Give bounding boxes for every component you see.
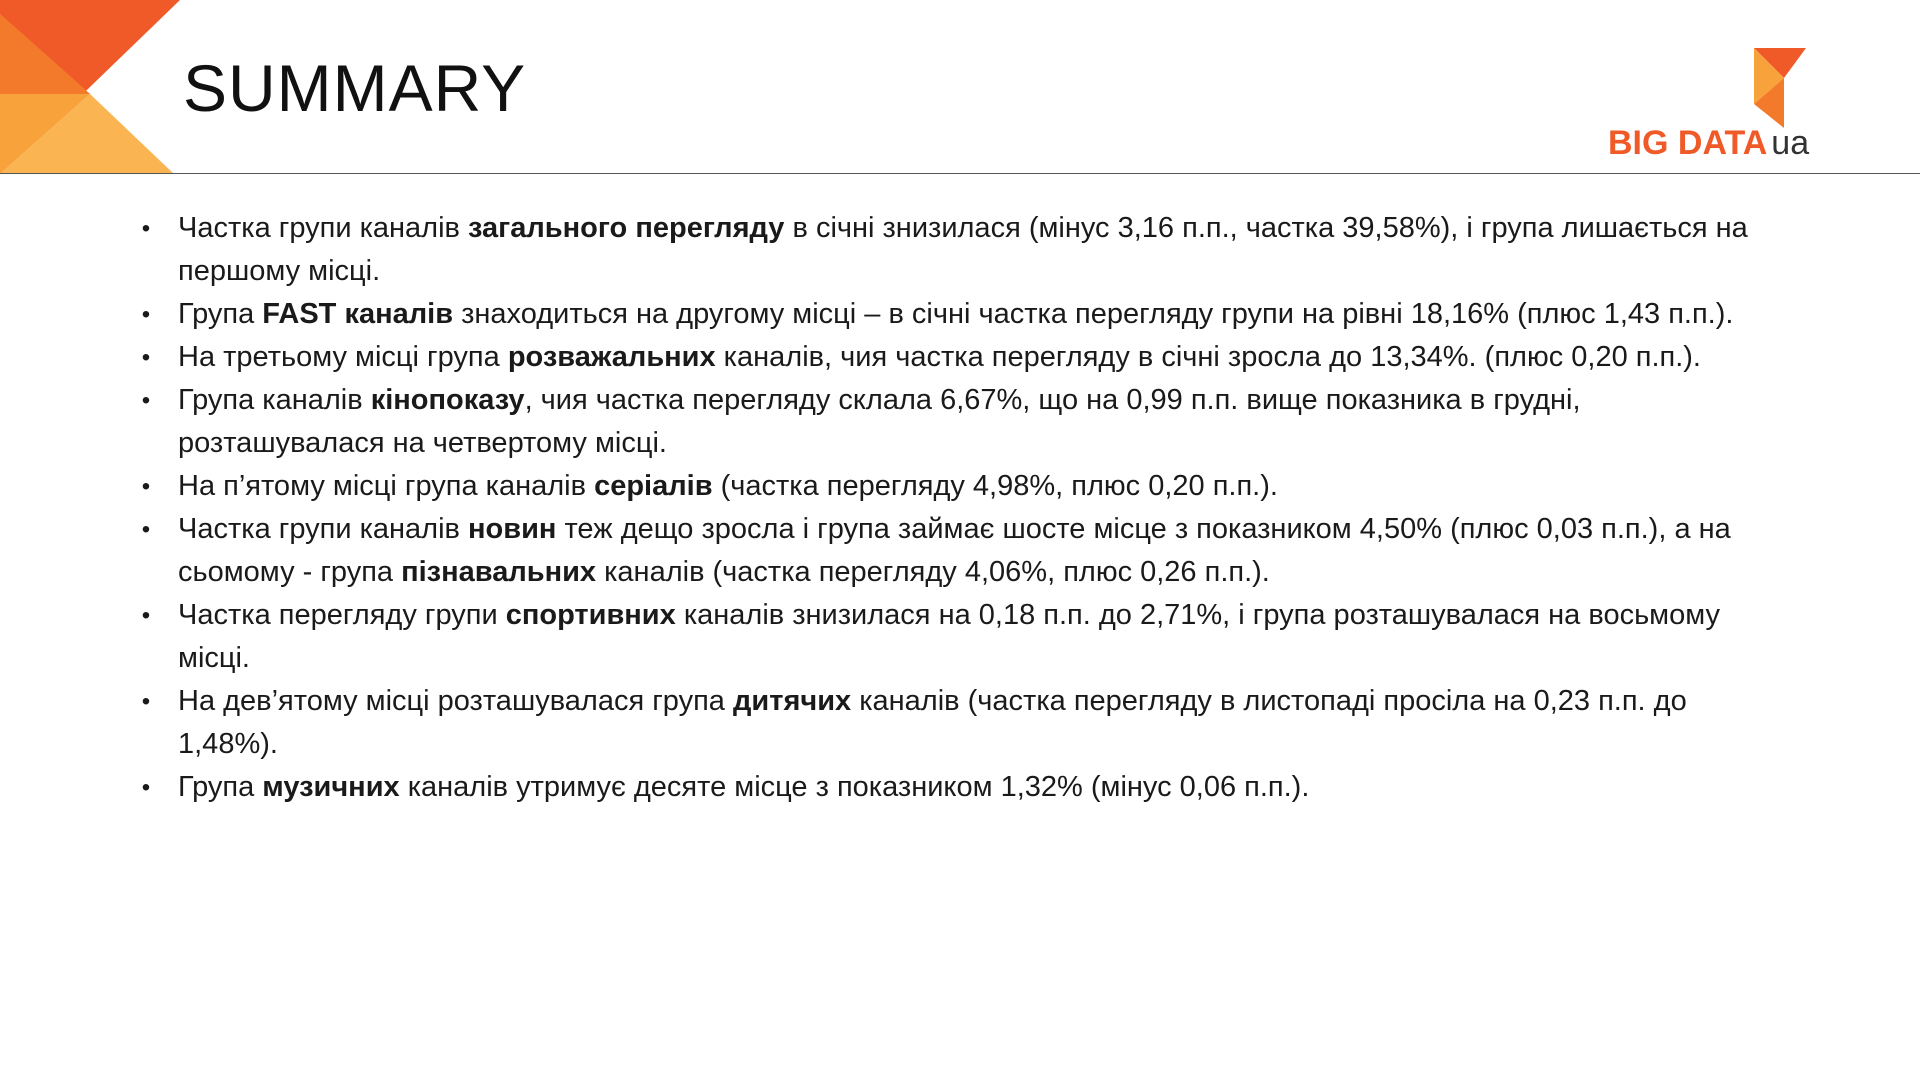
bullet-bold-text: дитячих <box>733 685 852 717</box>
summary-bullet-item <box>130 465 1790 508</box>
bullet-text: теж дещо зросла і група займає шосте місце з показником 4,50% (плюс 0,03 п.п.), а на сьомому - група <box>178 513 1731 588</box>
logo-ua-text: ua <box>1771 124 1810 162</box>
bullet-dot-icon: • <box>141 774 151 801</box>
summary-bullet-item <box>130 766 1790 809</box>
summary-bullet-item <box>130 336 1790 379</box>
bullet-bold-text: FAST каналів <box>262 298 454 330</box>
bullet-text: каналів утримує десяте місце з показником 1,32% (мінус 0,06 п.п.). <box>399 771 1310 803</box>
bullet-text: знаходиться на другому місці – в січні частка перегляду групи на рівні 18,16% (плюс 1,43 п.п.). <box>453 298 1734 330</box>
bullet-bold-text: серіалів <box>594 470 713 502</box>
bullet-text: Частка перегляду групи <box>178 599 506 631</box>
bullet-bold-text: кінопоказу <box>370 384 525 416</box>
bullet-text: Група каналів <box>178 384 371 416</box>
bullet-dot-icon: • <box>141 301 151 328</box>
bullet-text: , чия частка перегляду склала 6,67%, що на 0,99 п.п. вище показника в грудні, розташувалася на четвертому місці. <box>178 384 1581 459</box>
summary-bullet-item <box>130 680 1790 766</box>
bullet-dot-icon: • <box>141 688 151 715</box>
bullet-dot-icon: • <box>141 387 151 414</box>
bullet-dot-icon: • <box>141 516 151 543</box>
bullet-dot-icon: • <box>141 602 151 629</box>
bullet-dot-icon: • <box>141 473 151 500</box>
summary-bullet-item <box>130 379 1790 465</box>
bullet-text: На дев’ятому місці розташувалася група <box>178 685 733 717</box>
bullet-text: каналів (частка перегляду 4,06%, плюс 0,26 п.п.). <box>596 556 1270 588</box>
bullet-text: На третьому місці група <box>178 341 508 373</box>
bullet-text: Частка групи каналів <box>178 212 469 244</box>
bullet-bold-text: новин <box>468 513 557 545</box>
summary-bullet-item <box>130 594 1790 680</box>
logo-big-data-text: BIG DATA <box>1608 124 1768 162</box>
bullet-text: Група <box>178 298 263 330</box>
bullet-text: каналів (частка перегляду в листопаді просіла на 0,23 п.п. до 1,48%). <box>178 685 1687 760</box>
big-data-ua-logo <box>1600 44 1840 164</box>
bullet-bold-text: пізнавальних <box>401 556 597 588</box>
bullet-text: На п’ятому місці група каналів <box>178 470 595 502</box>
bullet-bold-text: музичних <box>262 771 400 803</box>
bullet-dot-icon: • <box>141 344 151 371</box>
bullet-text: каналів знизилася на 0,18 п.п. до 2,71%, і група розташувалася на восьмому місці. <box>178 599 1721 674</box>
bullet-bold-text: загального перегляду <box>468 212 785 244</box>
header-divider <box>0 173 1920 174</box>
bullet-text: (частка перегляду 4,98%, плюс 0,20 п.п.). <box>712 470 1278 502</box>
big-data-ua-mark-icon <box>1750 48 1816 128</box>
summary-bullet-item <box>130 508 1790 594</box>
summary-bullet-list <box>130 207 1790 809</box>
bullet-text: каналів, чия частка перегляду в січні зросла до 13,34%. (плюс 0,20 п.п.). <box>715 341 1701 373</box>
summary-bullet-item <box>130 293 1790 336</box>
bullet-bold-text: розважальних <box>507 341 716 373</box>
logo-wordmark <box>1608 120 1809 166</box>
slide-title: SUMMARY <box>183 51 527 125</box>
bullet-text: Частка групи каналів <box>178 513 469 545</box>
bullet-bold-text: спортивних <box>505 599 676 631</box>
corner-decoration <box>0 0 180 174</box>
bullet-text: в січні знизилася (мінус 3,16 п.п., частка 39,58%), і група лишається на першому місці. <box>178 212 1748 287</box>
summary-bullet-item <box>130 207 1790 293</box>
bullet-text: Група <box>178 771 263 803</box>
bullet-dot-icon: • <box>141 215 151 242</box>
